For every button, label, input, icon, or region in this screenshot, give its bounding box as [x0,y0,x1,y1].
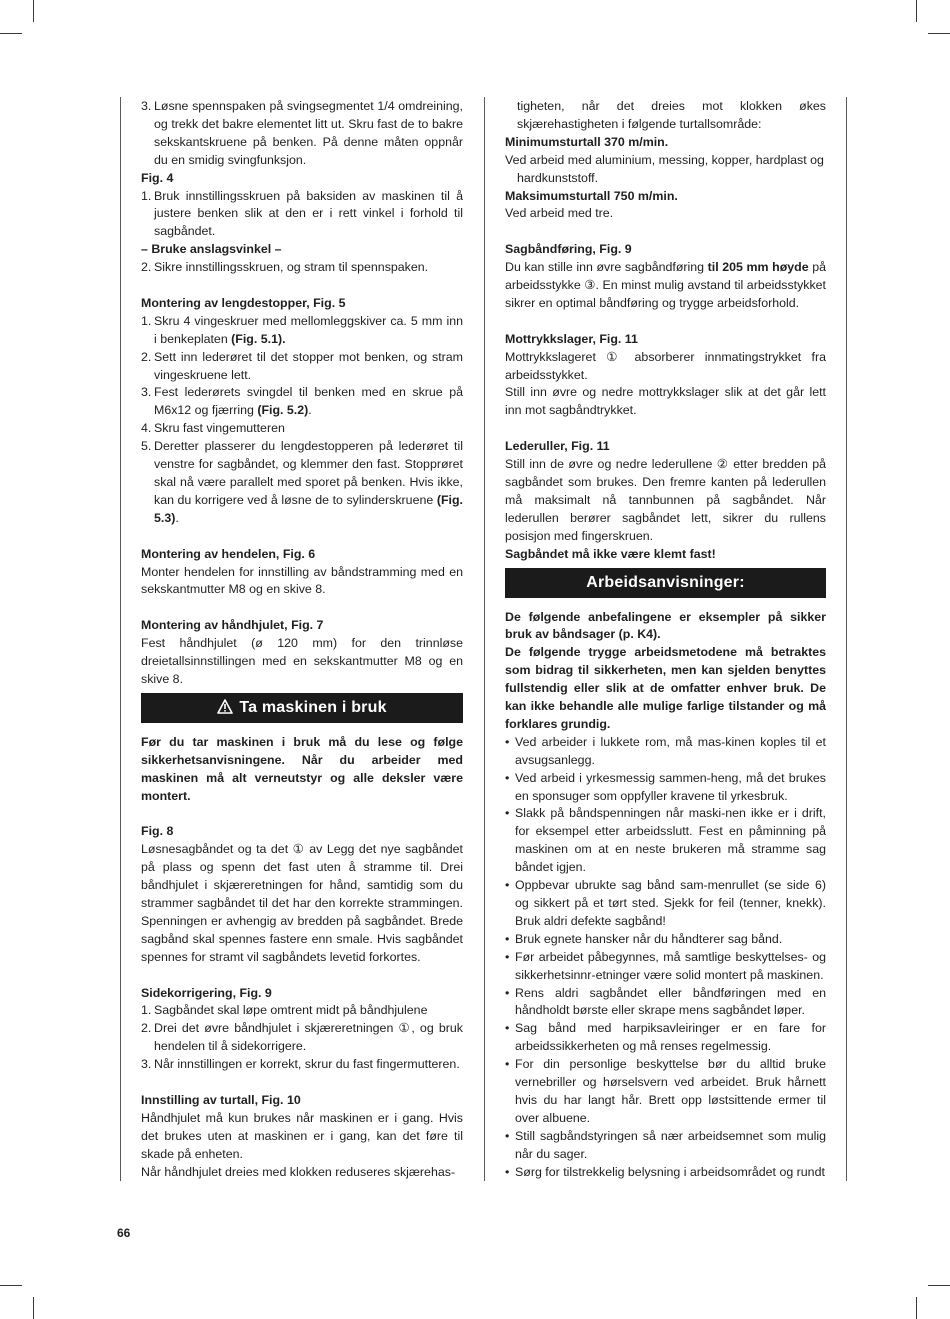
section-heading: Fig. 8 [141,824,174,839]
bullet-text: For din personlige beskyttelse bør du alltid bruke vernebriller og hørselsvern ved arbeidet. Bruk hårnett hvis du har langt hår. Brett opp løstsittende ermer til over albuene. [515,1057,826,1125]
paragraph-text: Mottrykkslageret ① absorberer innmatingstrykket fra arbeidsstykket. [505,349,826,382]
paragraph [141,635,463,689]
bullet-text: Ved arbeid i yrkesmessig sammen-heng, må det brukes en sponsuger som oppfyller kravene til yrkesbruk. [515,770,826,803]
item-number: 3. [141,1057,152,1072]
bullet-marker: • [505,1057,510,1072]
bullet-item [505,877,826,931]
item-text [154,1020,463,1056]
paragraph [505,152,826,170]
bold-run: til 205 mm høyde [707,260,809,275]
bullet-marker: • [505,985,510,1000]
paragraph-text: Når håndhjulet dreies med klokken reduseres skjærehas- [141,1164,456,1179]
crop-mark [928,1285,950,1286]
banner-title: Ta maskinen i bruk [239,698,387,716]
item-text [154,259,463,277]
paragraph [141,1164,463,1182]
item-text [154,1056,463,1074]
item-text-run: Fest lederørets svingdel til benken med en skrue på M6x12 og fjærring [154,385,463,418]
section-heading: Minimumsturtall 370 m/min. [505,134,669,149]
item-number: 3. [141,385,152,400]
bullet-item [505,949,826,985]
figure-reference: (Fig. 5.3) [154,492,463,525]
section-banner [141,693,463,723]
item-text [154,384,463,420]
item-text [154,313,463,349]
section-heading: Sagbåndet må ikke være klemt fast! [505,546,716,561]
bullet-item [505,734,826,770]
bullet-marker: • [505,949,510,964]
paragraph-text: Ved arbeid med tre. [505,206,614,221]
bullet-marker: • [505,734,510,749]
section-heading: Montering av håndhjulet, Fig. 7 [141,618,324,633]
spacer [141,599,463,617]
paragraph [141,1110,463,1164]
paragraph-text: Du kan stille inn øvre sagbåndføring [505,260,705,275]
item-text [154,438,463,528]
item-number: 2. [141,349,152,364]
paragraph-tail: på arbeidsstykke ③. En minst mulig avstand til arbeidsstykket sikrer en optimal båndføring og trygge arbeidsforhold. [505,260,826,310]
bullet-text: Sag bånd med harpiksavleiringer er en fare for arbeidssikkerheten og må renses regelmessig. [515,1021,826,1054]
bullet-text: Før arbeidet påbegynnes, må samtlige beskyttelses- og sikkerhetsinnr-etninger være solid montert på maskinen. [515,949,826,982]
paragraph [141,841,463,966]
numbered-item [141,384,463,420]
bullet-item [505,770,826,806]
paragraph [505,259,826,313]
item-number: 1. [141,313,152,328]
paragraph-text: Løsnesagbåndet og ta det ① av Legg det nye sagbåndet på plass og spenn det fast uten å stramme til. Drei båndhjulet i skjæreretningen for hånd, samtidig som du strammer sagbåndet til det har den korrekte strammingen. Spenningen er avhengig av bredden på sagbåndet. Brede sagbånd skal spennes fastere enn smale. Hvis sagbåndet spennes for stramt vil sagbåndets levetid forkortes. [141,842,463,964]
item-text-run: Sikre innstillingsskruen, og stram til spennspaken. [154,260,429,275]
column-rule-left [120,97,121,1181]
item-text [154,188,463,242]
paragraph [505,456,826,546]
section-banner [505,568,826,598]
bold-paragraph: Før du tar maskinen i bruk må du lese og følge sikkerhetsanvisningene. Når du arbeider med maskinen må alt verneutstyr og alle deksler være montert. [141,734,463,803]
bullet-item [505,1164,826,1182]
paragraph-text: Still inn de øvre og nedre lederullene ② etter bredden på sagbåndet som brukes. Den fremre kanten på lederullen må maksimalt nå tannbunnen på sagbåndet. Når lederullen berører sagbåndet lett, sikrer du rullens posisjon med fingerskruen. [505,457,826,543]
bullet-marker: • [505,1128,510,1143]
section-heading: Sagbåndføring, Fig. 9 [505,242,632,257]
numbered-item [141,259,463,277]
bullet-text: Slakk på båndspenningen når maski-nen ikke er i drift, for eksempel etter arbeidsslutt. Fest en påminning på maskinen om at en neste brukeren må stramme sag båndet igjen. [515,806,826,875]
bullet-item [505,1128,826,1164]
section-heading: Fig. 4 [141,170,174,185]
section-heading: Lederuller, Fig. 11 [505,439,610,454]
item-text-run: Løsne spennspaken på svingsegmentet 1/4 omdreining, og trekk det bakre elementet litt ut. Skru fast de to bakre sekskantskruene på benken. På denne måten oppnår du en smidig svingfunksjon. [154,99,463,167]
paragraph-text: Monter hendelen for innstilling av båndstramming med en sekskantmutter M8 og en skive 8. [141,564,463,597]
spacer [505,420,826,438]
numbered-item [141,420,463,438]
item-text-run: Drei det øvre båndhjulet i skjæreretningen ①, og bruk hendelen til å sidekorrigere. [154,1021,463,1054]
bullet-item [505,805,826,877]
section-heading: Innstilling av turtall, Fig. 10 [141,1092,301,1107]
bullet-text: Bruk egnete hansker når du håndterer sag bånd. [515,931,783,946]
item-text-run: Skru fast vingemutteren [154,421,285,436]
bold-paragraph: De følgende trygge arbeidsmetodene må betraktes som bidrag til sikkerheten, men kan sjelden benyttes fullstendig eller slik at de omfatter enhver bruk. De kan ikke behandle alle mulige farlige tilstander og må forklares grundig. [505,645,826,731]
bullet-text: Still sagbåndstyringen så nær arbeidsemnet som mulig når du sager. [515,1128,826,1161]
bullet-item [505,1056,826,1128]
crop-mark [0,33,22,34]
crop-mark [33,1297,34,1319]
item-text-run: Sagbåndet skal løpe omtrent midt på båndhjulene [154,1003,428,1018]
crop-mark [33,0,34,22]
section-heading: – Bruke anslagsvinkel – [141,242,282,257]
banner-title: Arbeidsanvisninger: [586,573,745,591]
section-heading: Maksimumsturtall 750 m/min. [505,188,678,203]
bold-paragraph: De følgende anbefalingene er eksempler på sikker bruk av båndsager (p. K4). [505,609,826,642]
spacer [141,277,463,295]
item-number: 1. [141,188,152,203]
spacer [505,223,826,241]
item-text-run: Bruk innstillingsskruen på baksiden av maskinen til å justere benken slik at den er i rett vinkel i forhold til sagbåndet. [154,188,463,239]
bullet-item [505,931,826,949]
bullet-marker: • [505,878,510,893]
bullet-text: Rens aldri sagbåndet eller båndføringen med en håndholdt børste eller skrape mens sagbåndet løper. [515,985,826,1018]
item-text-run: Sett inn lederøret til det stopper mot benken, og stram vingeskruene lett. [154,349,463,382]
indented-line: hardkunststoff. [517,170,599,185]
figure-reference: (Fig. 5.2) [257,403,309,418]
paragraph [141,564,463,600]
paragraph-text: Håndhjulet må kun brukes når maskinen er i gang. Hvis det brukes uten at maskinen er i gang, kan det føre til skade på enheten. [141,1110,463,1161]
warning-triangle-icon [217,699,233,714]
paragraph [505,205,826,223]
item-number: 4. [141,421,152,436]
paragraph [505,384,826,420]
numbered-item [141,188,463,242]
numbered-item [141,438,463,528]
item-number: 2. [141,1021,152,1036]
numbered-item [141,313,463,349]
paragraph-text: Fest håndhjulet (ø 120 mm) for den trinnløse dreietallsinnstillingen med en sekskantmutter M8 og en skive 8. [141,636,463,686]
item-text [154,98,463,170]
bullet-text: Ved arbeider i lukkete rom, må mas-kinen koples til et avsugsanlegg. [515,734,826,767]
spacer [141,805,463,823]
column-rule-middle [484,97,485,1181]
item-text-tail: . [175,510,179,525]
bullet-marker: • [505,770,510,785]
bullet-marker: • [505,1021,510,1036]
item-text [154,349,463,385]
numbered-item [141,1020,463,1056]
item-text [154,1002,463,1020]
crop-mark [916,0,917,22]
section-heading: Sidekorrigering, Fig. 9 [141,985,272,1000]
bullet-marker: • [505,806,510,821]
paragraph-text: Still inn øvre og nedre mottrykkslager slik at det går lett inn mot sagbåndtrykket. [505,385,826,418]
right-column [505,98,826,1182]
left-column [141,98,463,1181]
section-heading: Montering av hendelen, Fig. 6 [141,546,316,561]
bullet-item [505,985,826,1021]
numbered-item [141,1056,463,1074]
crop-mark [0,1285,22,1286]
item-number: 5. [141,439,152,454]
numbered-item [141,98,463,170]
item-text-run: Deretter plasserer du lengdestopperen på lederøret til venstre for sagbåndet, og klemmer den fast. Stopprøret skal nå være parallelt med sporet på benken. Hvis ikke, kan du korrigere ved å løsne de to sylinderskruene [154,439,463,507]
crop-mark [928,33,950,34]
bullet-marker: • [505,931,510,946]
bullet-item [505,1020,826,1056]
section-heading: Montering av lengdestopper, Fig. 5 [141,295,346,310]
column-rule-right [846,97,847,1181]
item-text [154,420,463,438]
item-number: 3. [141,99,152,113]
item-number: 1. [141,1003,152,1018]
bullet-marker: • [505,1164,510,1179]
numbered-item [141,1002,463,1020]
section-heading: Mottrykkslager, Fig. 11 [505,331,638,346]
numbered-item [141,349,463,385]
indented-line: tigheten, når det dreies mot klokken økes skjærehastigheten i følgende turtallsområde: [517,99,826,131]
bullet-text: Sørg for tilstrekkelig belysning i arbeidsområdet og rundt [515,1164,825,1179]
crop-mark [916,1297,917,1319]
paragraph-text: Ved arbeid med aluminium, messing, kopper, hardplast og [505,152,824,167]
spacer [141,1074,463,1092]
spacer [505,313,826,331]
item-text-run: Når innstillingen er korrekt, skrur du fast fingermutteren. [154,1057,460,1072]
paragraph [505,349,826,385]
item-text-tail: . [308,403,312,418]
bullet-text: Oppbevar ubrukte sag bånd sam-menrullet (se side 6) og sikkert på et tørt sted. Sjekk for feil (tenner, knekk). Bruk aldri defekte sagbånd! [515,878,826,928]
spacer [141,967,463,985]
item-number: 2. [141,260,152,275]
page-number: 66 [117,1226,131,1240]
figure-reference: (Fig. 5.1). [231,331,286,346]
spacer [141,528,463,546]
item-text-run: Skru 4 vingeskruer med mellomleggskiver ca. 5 mm inn i benkeplaten [154,313,463,346]
